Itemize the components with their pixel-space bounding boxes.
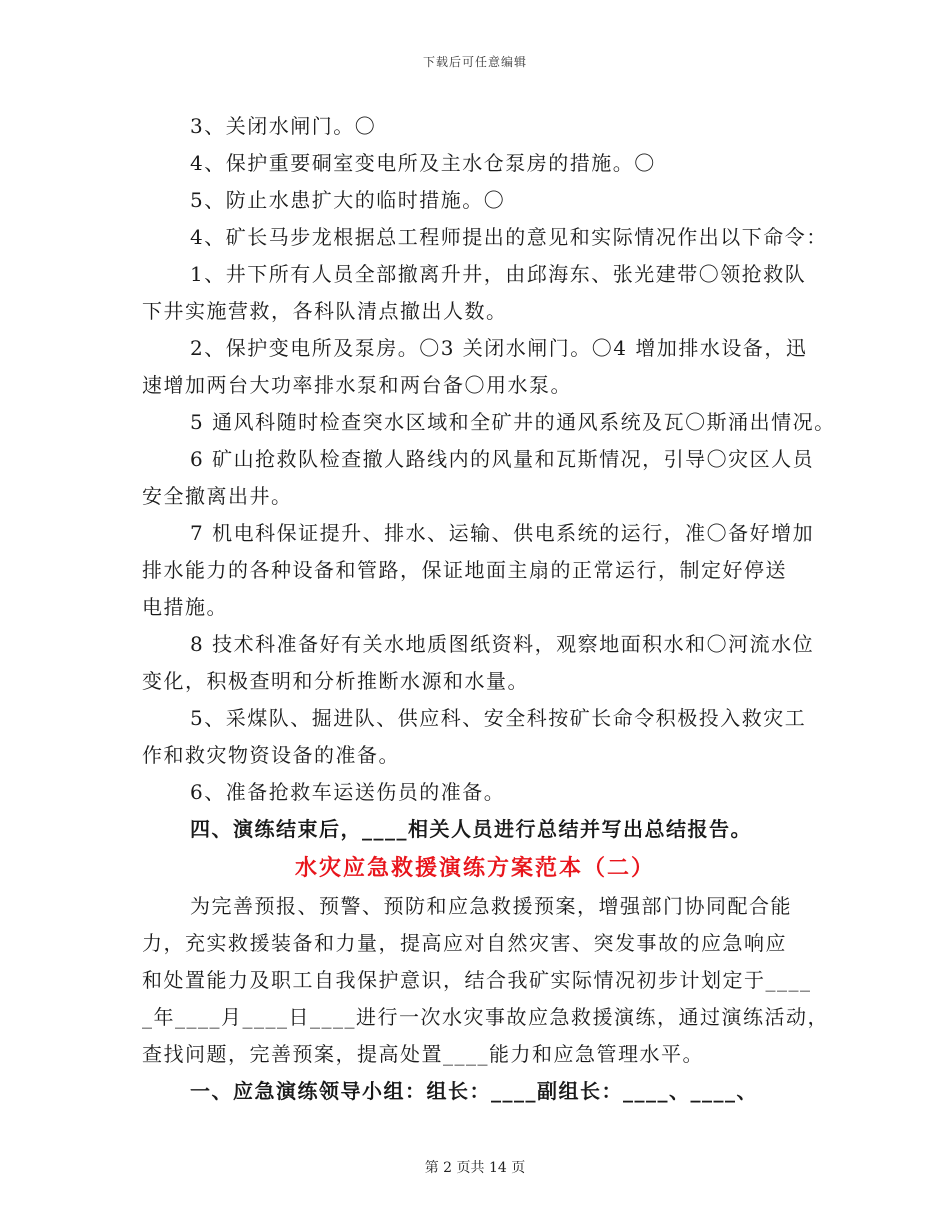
text-line: 5、防止水患扩大的临时措施。〇 (190, 188, 506, 212)
text-line: 速增加两台大功率排水泵和两台备〇用水泵。 (142, 373, 572, 397)
text-line: 6 矿山抢救队检查撤人路线内的风量和瓦斯情况，引导〇灾区人员 (190, 447, 815, 471)
text-line: 和处置能力及职工自我保护意识，结合我矿实际情况初步计划定于____ (142, 968, 812, 992)
text-line: 安全撤离出井。 (142, 484, 293, 508)
text-line: 3、关闭水闸门。〇 (190, 114, 377, 138)
text-line: _年____月____日____进行一次水灾事故应急救援演练，通过演练活动， (142, 1005, 829, 1029)
text-line: 力，充实救援装备和力量，提高应对自然灾害、突发事故的应急响应 (142, 931, 787, 955)
text-line: 为完善预报、预警、预防和应急救援预案，增强部门协同配合能 (190, 894, 792, 918)
text-line: 8 技术科准备好有关水地质图纸资料，观察地面积水和〇河流水位 (190, 632, 815, 656)
text-line: 作和救灾物资设备的准备。 (142, 743, 400, 767)
page-footer: 第 2 页共 14 页 (424, 1160, 526, 1176)
text-line: 变化，积极查明和分析推断水源和水量。 (142, 669, 529, 693)
page-header: 下载后可任意编辑 (422, 55, 527, 69)
section-heading: 四、演练结束后，____相关人员进行总结并写出总结报告。 (190, 817, 752, 841)
text-line: 6、准备抢救车运送伤员的准备。 (190, 780, 506, 804)
document-title: 水灾应急救援演练方案范本（二） (294, 855, 655, 881)
text-line: 7 机电科保证提升、排水、运输、供电系统的运行，准〇备好增加 (190, 521, 815, 545)
text-line: 电措施。 (142, 595, 228, 619)
text-line: 1、井下所有人员全部撤离升井，由邱海东、张光建带〇领抢救队 (190, 262, 807, 286)
text-line: 4、保护重要硐室变电所及主水仓泵房的措施。〇 (190, 151, 656, 175)
text-line: 排水能力的各种设备和管路，保证地面主扇的正常运行，制定好停送 (142, 558, 787, 582)
text-line: 2、保护变电所及泵房。〇3 关闭水闸门。〇4 增加排水设备，迅 (190, 336, 808, 360)
text-line: 下井实施营救，各科队清点撤出人数。 (142, 299, 508, 323)
document-body (142, 108, 836, 1110)
text-line: 5、采煤队、掘进队、供应科、安全科按矿长命令积极投入救灾工 (190, 706, 807, 730)
text-line: 4、矿长马步龙根据总工程师提出的意见和实际情况作出以下命令： (190, 225, 828, 249)
text-line: 5 通风科随时检查突水区域和全矿井的通风系统及瓦〇斯涌出情况。 (190, 410, 836, 434)
text-line: 查找问题，完善预案，提高处置____能力和应急管理水平。 (142, 1042, 704, 1066)
section-heading: 一、应急演练领导小组：组长：____副组长：____、____、 (190, 1079, 758, 1103)
